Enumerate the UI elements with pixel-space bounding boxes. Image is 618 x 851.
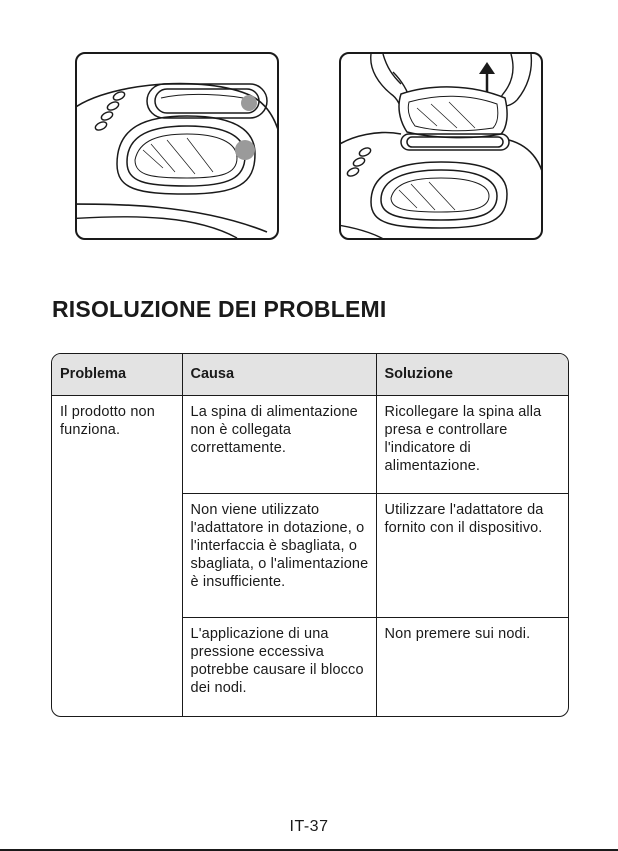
page-number: IT-37 [289,818,329,835]
foot-massager-illustration [75,52,279,240]
table-header-row [52,354,568,395]
solution-cell: Utilizzare l'adattatore da fornito con il dispositivo. [376,493,568,617]
header-problem: Problema [52,354,182,395]
cause-cell: Non viene utilizzato l'adattatore in dotazione, o l'interfaccia è sbagliata, o sbagliata, o l'alimentazione è insufficiente. [182,493,376,617]
table-row [52,395,568,493]
solution-cell: Non premere sui nodi. [384,625,531,642]
header-solution: Soluzione [376,354,568,395]
lift-liner-out-icon [341,54,541,238]
problem-cell: Il prodotto non funziona. [52,395,182,716]
up-arrow-icon [479,62,495,94]
cause-cell: L'applicazione di una pressione eccessiva potrebbe causare il blocco dei nodi. [182,617,376,716]
cause-cell: La spina di alimentazione non è collegata correttamente. [182,395,376,493]
solution-cell: Ricollegare la spina alla presa e controllare l'indicatore di alimentazione. [376,395,568,493]
header-cause: Causa [182,354,376,395]
foot-massager-icon [77,54,277,238]
troubleshooting-table [51,353,569,717]
remove-liner-illustration [339,52,543,240]
page-heading: RISOLUZIONE DEI PROBLEMI [52,296,387,322]
